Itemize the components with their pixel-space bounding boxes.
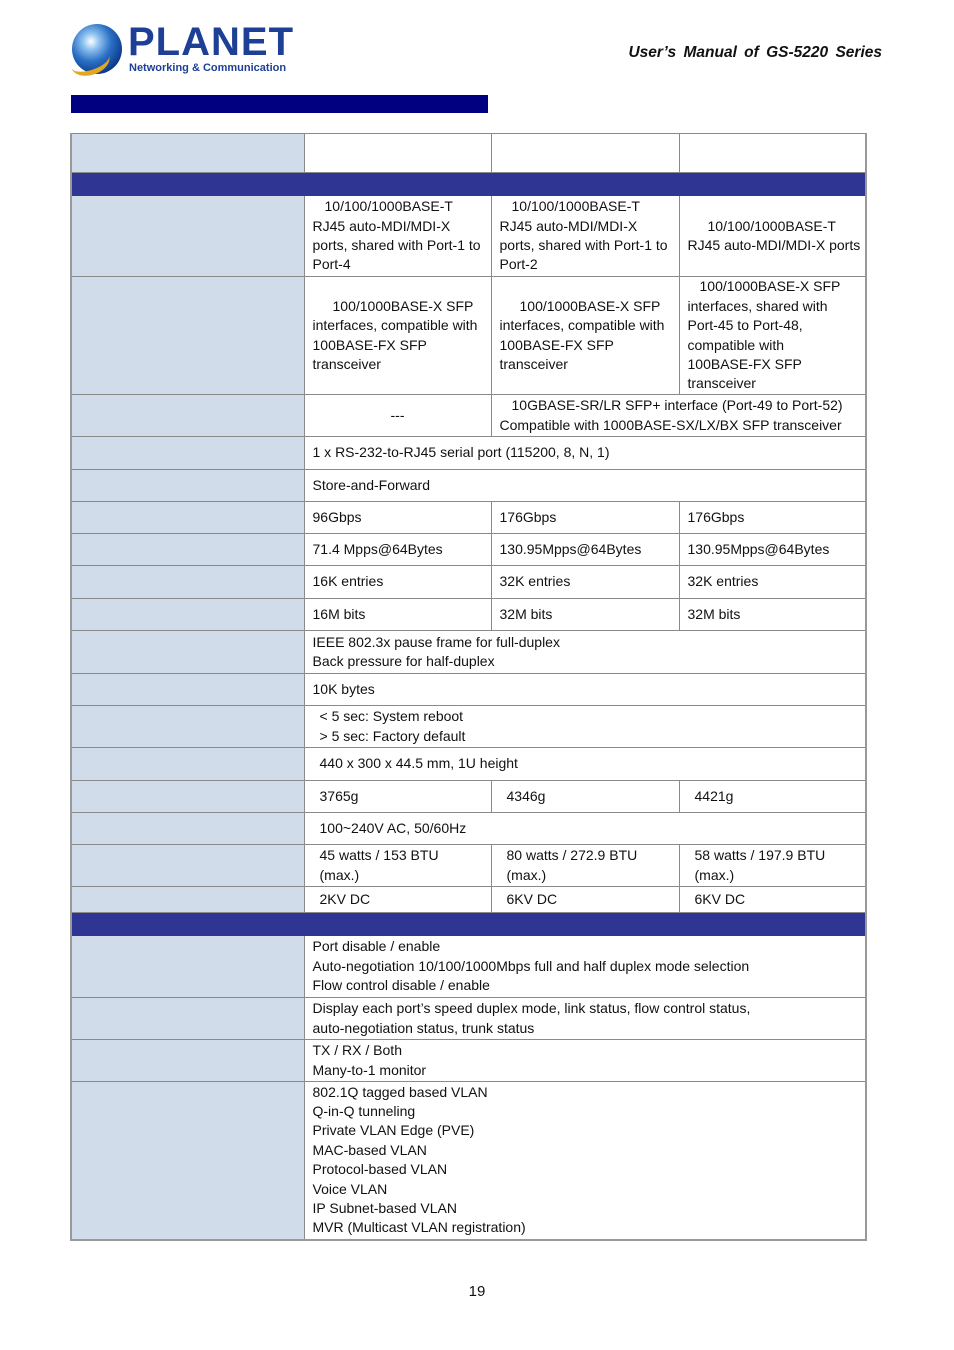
sfp-plus-cell: 10GBASE-SR/LR SFP+ interface (Port-49 to Port-52) Compatible with 1000BASE-SX/LX/BX SFP transceiver bbox=[491, 395, 866, 437]
fabric-cell: 176Gbps bbox=[491, 502, 679, 534]
table-row bbox=[71, 706, 866, 748]
row-label bbox=[71, 706, 304, 748]
table-row bbox=[71, 470, 866, 502]
table-row bbox=[71, 631, 866, 674]
console-cell: 1 x RS-232-to-RJ45 serial port (115200, 8, N, 1) bbox=[304, 437, 866, 470]
table-row bbox=[71, 845, 866, 887]
mac-table-cell: 32K entries bbox=[491, 566, 679, 599]
esd-cell: 6KV DC bbox=[491, 887, 679, 913]
power-requirement-cell: 100~240V AC, 50/60Hz bbox=[304, 813, 866, 845]
throughput-cell: 130.95Mpps@64Bytes bbox=[679, 534, 866, 566]
sfp-ports-cell: 100/1000BASE-X SFP interfaces, compatible with 100BASE-FX SFP transceiver bbox=[304, 277, 491, 395]
row-label bbox=[71, 502, 304, 534]
table-row bbox=[71, 534, 866, 566]
table-row bbox=[71, 781, 866, 813]
table-row bbox=[71, 1082, 866, 1240]
table-row bbox=[71, 936, 866, 998]
fabric-cell: 96Gbps bbox=[304, 502, 491, 534]
table-row bbox=[71, 566, 866, 599]
row-label bbox=[71, 599, 304, 631]
table-row bbox=[71, 437, 866, 470]
logo-wordmark: PLANET bbox=[128, 20, 294, 64]
copper-ports-cell: 10/100/1000BASE-T RJ45 auto-MDI/MDI-X ports bbox=[679, 196, 866, 277]
table-row bbox=[71, 502, 866, 534]
row-label bbox=[71, 277, 304, 395]
table-row bbox=[71, 277, 866, 395]
power-consumption-cell: 45 watts / 153 BTU (max.) bbox=[304, 845, 491, 887]
planet-logo bbox=[72, 20, 294, 78]
row-label bbox=[71, 395, 304, 437]
esd-cell: 2KV DC bbox=[304, 887, 491, 913]
table-row bbox=[71, 748, 866, 781]
header-model-cell bbox=[304, 134, 491, 173]
power-consumption-cell: 80 watts / 272.9 BTU (max.) bbox=[491, 845, 679, 887]
table-row bbox=[71, 196, 866, 277]
manual-title: User’s Manual of GS-5220 Series bbox=[628, 44, 882, 61]
table-row bbox=[71, 887, 866, 913]
weight-cell: 4346g bbox=[491, 781, 679, 813]
page-number: 19 bbox=[468, 1283, 486, 1300]
row-label bbox=[71, 566, 304, 599]
row-label bbox=[71, 845, 304, 887]
jumbo-frame-cell: 10K bytes bbox=[304, 674, 866, 706]
port-status-cell: Display each port’s speed duplex mode, link status, flow control status, auto-negotiation status, trunk status bbox=[304, 998, 866, 1040]
table-row bbox=[71, 674, 866, 706]
port-configuration-cell: Port disable / enable Auto-negotiation 10/100/1000Mbps full and half duplex mode selection Flow control disable / enable bbox=[304, 936, 866, 998]
row-label bbox=[71, 781, 304, 813]
fabric-cell: 176Gbps bbox=[679, 502, 866, 534]
section-header-layer2 bbox=[71, 913, 866, 936]
sfp-plus-none-cell: --- bbox=[304, 395, 491, 437]
table-row bbox=[71, 998, 866, 1040]
copper-ports-cell: 10/100/1000BASE-T RJ45 auto-MDI/MDI-X ports, shared with Port-1 to Port-2 bbox=[491, 196, 679, 277]
table-row bbox=[71, 599, 866, 631]
copper-ports-cell: 10/100/1000BASE-T RJ45 auto-MDI/MDI-X ports, shared with Port-1 to Port-4 bbox=[304, 196, 491, 277]
buffer-cell: 16M bits bbox=[304, 599, 491, 631]
row-label bbox=[71, 887, 304, 913]
section-header-hardware bbox=[71, 173, 866, 196]
throughput-cell: 71.4 Mpps@64Bytes bbox=[304, 534, 491, 566]
row-label bbox=[71, 196, 304, 277]
section-title-bar bbox=[71, 95, 488, 113]
logo-tagline: Networking & Communication bbox=[129, 62, 287, 74]
architecture-cell: Store-and-Forward bbox=[304, 470, 866, 502]
table-row bbox=[71, 813, 866, 845]
header-model-cell bbox=[491, 134, 679, 173]
row-label bbox=[71, 1082, 304, 1240]
mac-table-cell: 32K entries bbox=[679, 566, 866, 599]
throughput-cell: 130.95Mpps@64Bytes bbox=[491, 534, 679, 566]
row-label bbox=[71, 813, 304, 845]
row-label bbox=[71, 631, 304, 674]
row-label bbox=[71, 674, 304, 706]
vlan-cell: 802.1Q tagged based VLAN Q-in-Q tunneling Private VLAN Edge (PVE) MAC-based VLAN Protocol-based VLAN Voice VLAN IP Subnet-based VLAN MVR (Multicast VLAN registration) bbox=[304, 1082, 866, 1240]
reset-button-cell: < 5 sec: System reboot > 5 sec: Factory default bbox=[304, 706, 866, 748]
sfp-ports-cell: 100/1000BASE-X SFP interfaces, compatible with 100BASE-FX SFP transceiver bbox=[491, 277, 679, 395]
header-model-cell bbox=[679, 134, 866, 173]
weight-cell: 3765g bbox=[304, 781, 491, 813]
buffer-cell: 32M bits bbox=[679, 599, 866, 631]
sfp-ports-cell: 100/1000BASE-X SFP interfaces, shared with Port-45 to Port-48, compatible with 100BASE-FX SFP transceiver bbox=[679, 277, 866, 395]
row-label bbox=[71, 998, 304, 1040]
spec-table bbox=[70, 133, 867, 1241]
table-row bbox=[71, 1040, 866, 1082]
row-label bbox=[71, 534, 304, 566]
table-row bbox=[71, 395, 866, 437]
esd-cell: 6KV DC bbox=[679, 887, 866, 913]
buffer-cell: 32M bits bbox=[491, 599, 679, 631]
table-header-row bbox=[71, 134, 866, 173]
row-label bbox=[71, 748, 304, 781]
header-label-cell bbox=[71, 134, 304, 173]
row-label bbox=[71, 437, 304, 470]
row-label bbox=[71, 936, 304, 998]
dimensions-cell: 440 x 300 x 44.5 mm, 1U height bbox=[304, 748, 866, 781]
weight-cell: 4421g bbox=[679, 781, 866, 813]
port-mirroring-cell: TX / RX / Both Many-to-1 monitor bbox=[304, 1040, 866, 1082]
row-label bbox=[71, 470, 304, 502]
flow-control-cell: IEEE 802.3x pause frame for full-duplex Back pressure for half-duplex bbox=[304, 631, 866, 674]
row-label bbox=[71, 1040, 304, 1082]
mac-table-cell: 16K entries bbox=[304, 566, 491, 599]
power-consumption-cell: 58 watts / 197.9 BTU (max.) bbox=[679, 845, 866, 887]
